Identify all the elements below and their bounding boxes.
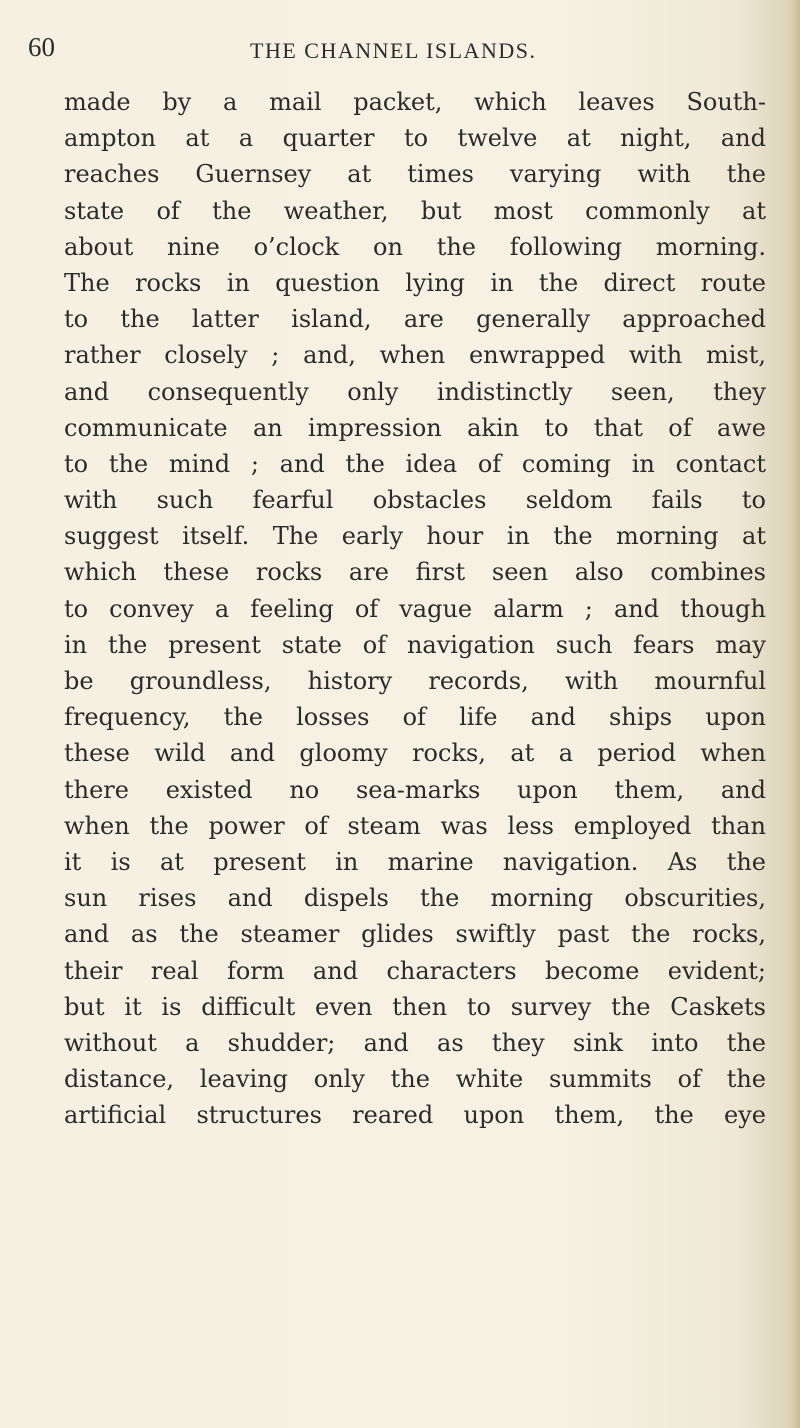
text-line: artificial structures reared upon them, the eye	[64, 1101, 766, 1130]
text-line: their real form and characters become evident;	[64, 956, 766, 985]
text-line: rather closely ; and, when enwrapped with mist,	[64, 341, 766, 370]
text-line: distance, leaving only the white summits of the	[64, 1065, 766, 1094]
text-line: but it is difficult even then to survey the Caskets	[64, 992, 766, 1021]
text-line: ampton at a quarter to twelve at night, and	[64, 124, 766, 153]
text-line: frequency, the losses of life and ships upon	[64, 703, 766, 732]
text-line: with such fearful obstacles seldom fails to	[64, 486, 766, 515]
text-line: and consequently only indistinctly seen, they	[64, 377, 766, 406]
text-line: communicate an impression akin to that of awe	[64, 413, 766, 442]
text-line: suggest itself. The early hour in the morning at	[64, 522, 766, 551]
text-line: to convey a feeling of vague alarm ; and though	[64, 594, 766, 623]
text-line: without a shudder; and as they sink into the	[64, 1028, 766, 1057]
text-line: be groundless, history records, with mournful	[64, 667, 766, 695]
text-line: made by a mail packet, which leaves South-	[64, 88, 766, 116]
text-line: which these rocks are first seen also combines	[64, 558, 766, 587]
text-line: when the power of steam was less employed than	[64, 811, 766, 840]
text-line: The rocks in question lying in the direct route	[64, 268, 766, 297]
text-line: in the present state of navigation such fears may	[64, 630, 766, 659]
running-head: THE CHANNEL ISLANDS.	[250, 38, 537, 63]
text-line: about nine o’clock on the following morning.	[64, 232, 766, 261]
text-line: there existed no sea-marks upon them, and	[64, 775, 766, 804]
text-line: to the latter island, are generally approached	[64, 305, 766, 334]
text-line: state of the weather, but most commonly at	[64, 196, 766, 225]
text-line: and as the steamer glides swiftly past the rocks,	[64, 920, 766, 949]
text-line: it is at present in marine navigation. As the	[64, 847, 766, 876]
page-number: 60	[28, 32, 55, 62]
text-line: these wild and gloomy rocks, at a period when	[64, 739, 766, 768]
body-text	[64, 84, 766, 1133]
text-line: sun rises and dispels the morning obscurities,	[64, 884, 766, 913]
text-line: to the mind ; and the idea of coming in contact	[64, 449, 766, 478]
page-edge-shadow	[790, 0, 800, 1428]
text-line: reaches Guernsey at times varying with the	[64, 160, 766, 189]
